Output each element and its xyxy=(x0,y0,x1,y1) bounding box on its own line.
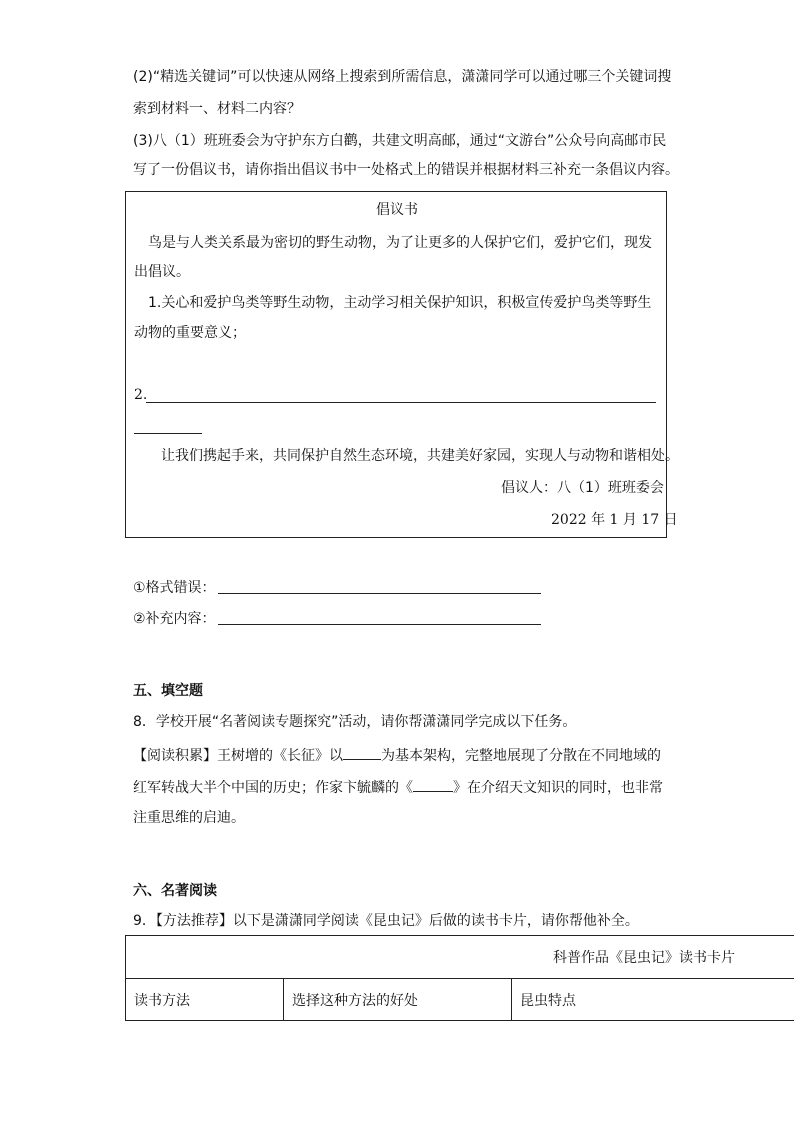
card-col-insect-traits: 昆虫特点 xyxy=(512,979,794,1021)
proposal-point1-line1: 1.关心和爱护鸟类等野生动物，主动学习相关保护知识，积极宣传爱护鸟类等野生 xyxy=(148,295,652,311)
q8-blank-2[interactable] xyxy=(413,776,453,792)
q8-blank-1[interactable] xyxy=(343,744,381,760)
q7-item2-line1: (2)“精选关键词”可以快速从网络上搜索到所需信息，潇潇同学可以通过哪三个关键词搜 xyxy=(133,69,672,85)
section5-heading: 五、填空题 xyxy=(133,683,203,699)
q8-line2-start: 红军转战大半个中国的历史；作家卞毓麟的《 xyxy=(133,780,413,796)
proposal-signature: 倡议人：八（1）班班委会 xyxy=(501,480,664,496)
format-error-answer-line[interactable] xyxy=(218,593,541,594)
card-title: 科普作品《昆虫记》读书卡片 xyxy=(126,936,794,979)
q8-intro: 8．学校开展“名著阅读专题探究”活动，请你帮潇潇同学完成以下任务。 xyxy=(133,714,577,730)
proposal-box xyxy=(125,191,679,538)
proposal-point2-number: 2. xyxy=(134,387,148,403)
format-error-label: ①格式错误： xyxy=(133,580,216,596)
card-col-benefit: 选择这种方法的好处 xyxy=(284,979,512,1021)
proposal-closing: 让我们携起手来，共同保护自然生态环境，共建美好家园，实现人与动物和谐相处。 xyxy=(161,448,679,464)
supplement-label: ②补充内容： xyxy=(133,611,216,627)
card-col-method: 读书方法 xyxy=(126,979,284,1021)
proposal-title: 倡议书 xyxy=(376,202,418,218)
q8-line3: 注重思维的启迪。 xyxy=(133,810,245,826)
q8-line1 xyxy=(133,744,661,766)
proposal-date: 2022 年 1 月 17 日 xyxy=(551,512,678,528)
reading-card-table xyxy=(125,935,794,1021)
point2-answer-line[interactable] xyxy=(146,402,656,403)
q7-item3-line1: (3)八（1）班班委会为守护东方白鹳，共建文明高邮，通过“文游台”公众号向高邮市民 xyxy=(133,133,667,149)
proposal-para1-line2: 出倡议。 xyxy=(134,264,190,280)
q8-line1-end: 为基本架构，完整地展现了分散在不同地域的 xyxy=(381,748,661,764)
q7-item3-line2: 写了一份倡议书，请你指出倡议书中一处格式上的错误并根据材料三补充一条倡议内容。 xyxy=(133,162,679,178)
q7-item2-line2: 索到材料一、材料二内容？ xyxy=(133,101,301,117)
q9-intro: 9．【方法推荐】以下是潇潇同学阅读《昆虫记》后做的读书卡片，请你帮他补全。 xyxy=(133,913,639,929)
q8-line2-end: 》在介绍天文知识的同时，也非常 xyxy=(453,780,663,796)
supplement-answer-line[interactable] xyxy=(218,624,541,625)
point2-answer-line-continued[interactable] xyxy=(134,433,202,434)
proposal-para1-line1: 鸟是与人类关系最为密切的野生动物，为了让更多的人保护它们，爱护它们，现发 xyxy=(148,235,652,251)
proposal-point1-line2: 动物的重要意义； xyxy=(134,325,246,341)
q8-line1-start: 【阅读积累】王树增的《长征》以 xyxy=(133,748,343,764)
q8-line2 xyxy=(133,776,663,798)
section6-heading: 六、名著阅读 xyxy=(133,883,217,899)
